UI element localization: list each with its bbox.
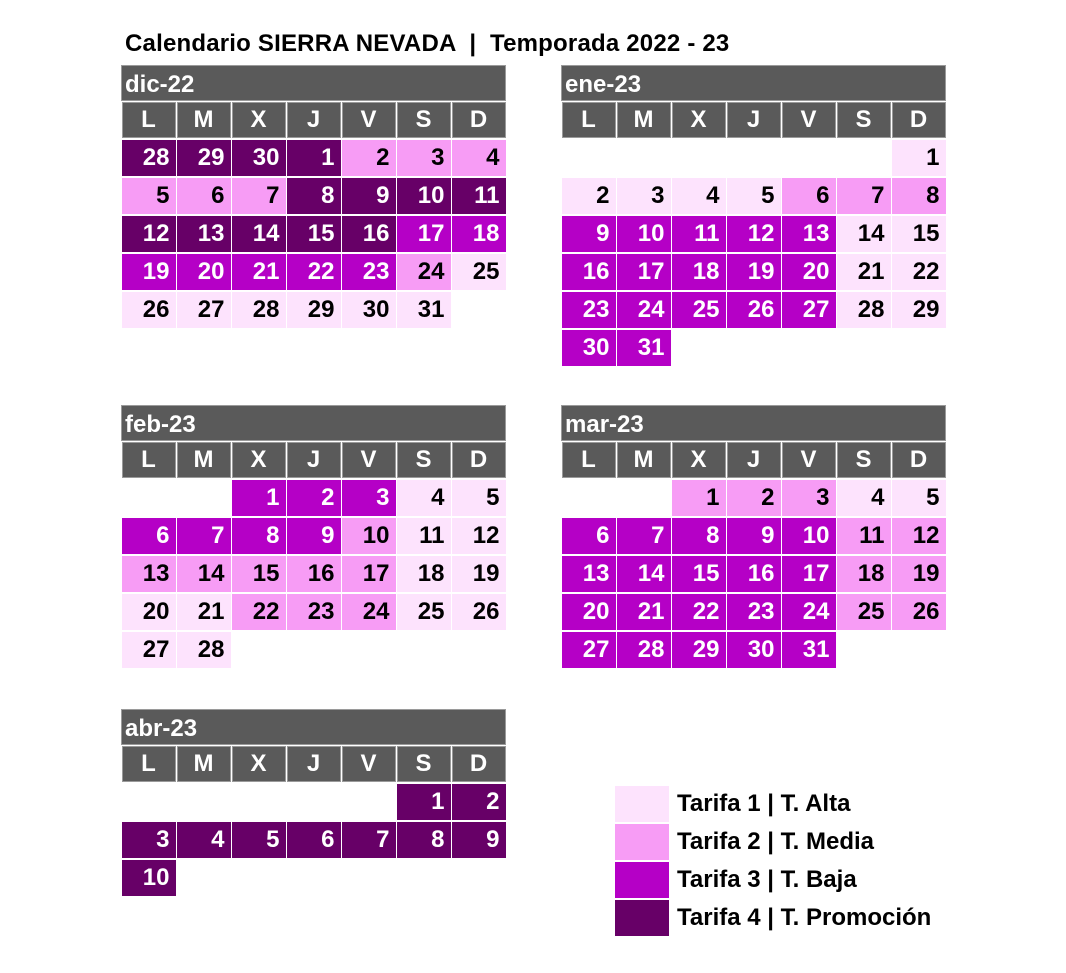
legend-item — [615, 823, 931, 861]
day-cell: 4 — [452, 140, 506, 176]
legend-swatch — [615, 900, 669, 936]
week-row — [121, 555, 506, 593]
weekday-label: D — [452, 102, 506, 138]
day-cell: 2 — [727, 480, 781, 516]
day-cell: 22 — [287, 254, 341, 290]
day-cell: 1 — [397, 784, 451, 820]
empty-cell — [287, 784, 341, 820]
day-cell: 2 — [287, 480, 341, 516]
week-row — [561, 291, 946, 329]
day-cell: 6 — [287, 822, 341, 858]
day-cell: 31 — [782, 632, 836, 668]
empty-cell — [122, 784, 176, 820]
empty-cell — [727, 330, 781, 366]
day-cell: 22 — [892, 254, 946, 290]
day-cell: 4 — [837, 480, 891, 516]
day-cell: 26 — [892, 594, 946, 630]
empty-cell — [232, 860, 286, 896]
day-cell: 31 — [397, 292, 451, 328]
day-cell: 14 — [177, 556, 231, 592]
weekday-label: M — [177, 746, 231, 782]
day-cell: 7 — [617, 518, 671, 554]
day-cell: 11 — [452, 178, 506, 214]
day-cell: 9 — [562, 216, 616, 252]
day-cell: 5 — [452, 480, 506, 516]
month-calendar-feb-23 — [121, 405, 506, 669]
month-calendar-abr-23 — [121, 709, 506, 897]
day-cell: 18 — [452, 216, 506, 252]
day-cell: 20 — [122, 594, 176, 630]
day-cell: 19 — [452, 556, 506, 592]
empty-cell — [397, 632, 451, 668]
week-row — [121, 517, 506, 555]
day-cell: 30 — [232, 140, 286, 176]
weekday-label: M — [177, 442, 231, 478]
day-cell: 8 — [287, 178, 341, 214]
week-row — [561, 329, 946, 367]
day-cell: 10 — [342, 518, 396, 554]
week-row — [561, 555, 946, 593]
weekday-label: S — [397, 746, 451, 782]
weekday-label: D — [892, 102, 946, 138]
day-cell: 25 — [837, 594, 891, 630]
day-cell: 17 — [397, 216, 451, 252]
weekday-label: D — [452, 442, 506, 478]
day-cell: 4 — [397, 480, 451, 516]
day-cell: 1 — [232, 480, 286, 516]
day-cell: 27 — [562, 632, 616, 668]
day-cell: 20 — [782, 254, 836, 290]
empty-cell — [232, 632, 286, 668]
day-cell: 14 — [232, 216, 286, 252]
empty-cell — [177, 784, 231, 820]
day-cell: 26 — [727, 292, 781, 328]
day-cell: 23 — [727, 594, 781, 630]
legend-swatch — [615, 862, 669, 898]
day-cell: 11 — [672, 216, 726, 252]
month-header: dic-22 — [121, 65, 506, 101]
day-cell: 9 — [342, 178, 396, 214]
month-header: abr-23 — [121, 709, 506, 745]
weekday-label: J — [727, 442, 781, 478]
day-cell: 13 — [562, 556, 616, 592]
day-cell: 8 — [397, 822, 451, 858]
day-cell: 29 — [892, 292, 946, 328]
day-cell: 16 — [342, 216, 396, 252]
weekday-label: S — [837, 442, 891, 478]
day-cell: 24 — [397, 254, 451, 290]
week-row — [121, 859, 506, 897]
weekday-label: X — [232, 746, 286, 782]
empty-cell — [672, 140, 726, 176]
day-cell: 12 — [892, 518, 946, 554]
day-cell: 24 — [782, 594, 836, 630]
legend-swatch — [615, 786, 669, 822]
day-cell: 20 — [177, 254, 231, 290]
day-cell: 4 — [672, 178, 726, 214]
day-cell: 8 — [232, 518, 286, 554]
week-row — [561, 215, 946, 253]
empty-cell — [397, 860, 451, 896]
month-header: feb-23 — [121, 405, 506, 441]
week-row — [561, 253, 946, 291]
day-cell: 17 — [342, 556, 396, 592]
weekday-label: L — [562, 442, 616, 478]
weekday-label: V — [342, 746, 396, 782]
day-cell: 20 — [562, 594, 616, 630]
weekday-header-row — [561, 101, 946, 139]
day-cell: 14 — [837, 216, 891, 252]
day-cell: 13 — [177, 216, 231, 252]
day-cell: 24 — [617, 292, 671, 328]
legend-label: Tarifa 3 | T. Baja — [677, 866, 857, 893]
week-row — [121, 821, 506, 859]
legend-label: Tarifa 2 | T. Media — [677, 828, 874, 855]
day-cell: 15 — [672, 556, 726, 592]
day-cell: 18 — [837, 556, 891, 592]
page-title: Calendario SIERRA NEVADA | Temporada 2022 - 23 — [125, 30, 730, 57]
day-cell: 22 — [672, 594, 726, 630]
weekday-label: M — [177, 102, 231, 138]
day-cell: 28 — [837, 292, 891, 328]
day-cell: 7 — [177, 518, 231, 554]
tariff-legend — [615, 785, 931, 937]
day-cell: 7 — [232, 178, 286, 214]
weekday-label: S — [397, 442, 451, 478]
day-cell: 6 — [562, 518, 616, 554]
day-cell: 8 — [892, 178, 946, 214]
legend-swatch — [615, 824, 669, 860]
day-cell: 5 — [892, 480, 946, 516]
week-row — [561, 593, 946, 631]
weekday-label: V — [342, 442, 396, 478]
day-cell: 21 — [177, 594, 231, 630]
weekday-label: V — [782, 442, 836, 478]
day-cell: 6 — [122, 518, 176, 554]
day-cell: 4 — [177, 822, 231, 858]
weekday-label: L — [122, 102, 176, 138]
week-row — [561, 139, 946, 177]
day-cell: 22 — [232, 594, 286, 630]
empty-cell — [177, 860, 231, 896]
day-cell: 29 — [287, 292, 341, 328]
week-row — [121, 631, 506, 669]
day-cell: 28 — [177, 632, 231, 668]
day-cell: 27 — [177, 292, 231, 328]
day-cell: 9 — [452, 822, 506, 858]
empty-cell — [562, 480, 616, 516]
day-cell: 8 — [672, 518, 726, 554]
day-cell: 23 — [342, 254, 396, 290]
empty-cell — [782, 330, 836, 366]
day-cell: 16 — [562, 254, 616, 290]
day-cell: 13 — [782, 216, 836, 252]
legend-label: Tarifa 1 | T. Alta — [677, 790, 851, 817]
day-cell: 9 — [287, 518, 341, 554]
day-cell: 7 — [342, 822, 396, 858]
day-cell: 16 — [727, 556, 781, 592]
week-row — [561, 479, 946, 517]
weekday-label: V — [342, 102, 396, 138]
day-cell: 5 — [727, 178, 781, 214]
day-cell: 3 — [122, 822, 176, 858]
empty-cell — [562, 140, 616, 176]
week-row — [121, 177, 506, 215]
day-cell: 12 — [727, 216, 781, 252]
day-cell: 21 — [232, 254, 286, 290]
day-cell: 3 — [782, 480, 836, 516]
empty-cell — [287, 632, 341, 668]
legend-item — [615, 899, 931, 937]
empty-cell — [452, 860, 506, 896]
day-cell: 16 — [287, 556, 341, 592]
day-cell: 23 — [562, 292, 616, 328]
day-cell: 29 — [672, 632, 726, 668]
day-cell: 25 — [672, 292, 726, 328]
empty-cell — [342, 860, 396, 896]
week-row — [121, 139, 506, 177]
day-cell: 12 — [122, 216, 176, 252]
day-cell: 26 — [122, 292, 176, 328]
day-cell: 19 — [122, 254, 176, 290]
empty-cell — [837, 140, 891, 176]
day-cell: 7 — [837, 178, 891, 214]
day-cell: 1 — [892, 140, 946, 176]
month-header: mar-23 — [561, 405, 946, 441]
day-cell: 28 — [122, 140, 176, 176]
day-cell: 2 — [342, 140, 396, 176]
empty-cell — [232, 784, 286, 820]
empty-cell — [177, 480, 231, 516]
day-cell: 27 — [782, 292, 836, 328]
week-row — [121, 479, 506, 517]
day-cell: 5 — [122, 178, 176, 214]
day-cell: 29 — [177, 140, 231, 176]
day-cell: 10 — [617, 216, 671, 252]
day-cell: 19 — [727, 254, 781, 290]
day-cell: 25 — [397, 594, 451, 630]
weekday-header-row — [121, 441, 506, 479]
month-header: ene-23 — [561, 65, 946, 101]
empty-cell — [672, 330, 726, 366]
weekday-label: J — [287, 442, 341, 478]
weekday-label: L — [562, 102, 616, 138]
day-cell: 31 — [617, 330, 671, 366]
weekday-header-row — [121, 745, 506, 783]
day-cell: 15 — [287, 216, 341, 252]
day-cell: 1 — [672, 480, 726, 516]
weekday-label: D — [452, 746, 506, 782]
empty-cell — [837, 330, 891, 366]
weekday-label: D — [892, 442, 946, 478]
month-calendar-ene-23 — [561, 65, 946, 367]
week-row — [121, 215, 506, 253]
day-cell: 3 — [617, 178, 671, 214]
day-cell: 17 — [782, 556, 836, 592]
day-cell: 13 — [122, 556, 176, 592]
legend-item — [615, 785, 931, 823]
day-cell: 11 — [397, 518, 451, 554]
day-cell: 21 — [617, 594, 671, 630]
day-cell: 10 — [782, 518, 836, 554]
day-cell: 25 — [452, 254, 506, 290]
day-cell: 10 — [122, 860, 176, 896]
day-cell: 12 — [452, 518, 506, 554]
empty-cell — [122, 480, 176, 516]
weekday-label: X — [232, 442, 286, 478]
day-cell: 28 — [232, 292, 286, 328]
weekday-header-row — [121, 101, 506, 139]
empty-cell — [452, 632, 506, 668]
week-row — [121, 783, 506, 821]
weekday-label: J — [287, 746, 341, 782]
day-cell: 11 — [837, 518, 891, 554]
day-cell: 15 — [232, 556, 286, 592]
empty-cell — [342, 632, 396, 668]
weekday-label: S — [837, 102, 891, 138]
week-row — [561, 631, 946, 669]
week-row — [121, 593, 506, 631]
weekday-label: J — [727, 102, 781, 138]
day-cell: 28 — [617, 632, 671, 668]
day-cell: 30 — [342, 292, 396, 328]
day-cell: 30 — [562, 330, 616, 366]
weekday-label: X — [232, 102, 286, 138]
weekday-label: S — [397, 102, 451, 138]
day-cell: 15 — [892, 216, 946, 252]
empty-cell — [727, 140, 781, 176]
week-row — [121, 291, 506, 329]
day-cell: 2 — [452, 784, 506, 820]
weekday-label: M — [617, 442, 671, 478]
empty-cell — [782, 140, 836, 176]
empty-cell — [837, 632, 891, 668]
week-row — [561, 517, 946, 555]
day-cell: 18 — [397, 556, 451, 592]
month-calendar-dic-22 — [121, 65, 506, 329]
day-cell: 10 — [397, 178, 451, 214]
day-cell: 17 — [617, 254, 671, 290]
day-cell: 27 — [122, 632, 176, 668]
weekday-label: L — [122, 442, 176, 478]
legend-item — [615, 861, 931, 899]
week-row — [561, 177, 946, 215]
weekday-label: L — [122, 746, 176, 782]
empty-cell — [452, 292, 506, 328]
day-cell: 3 — [342, 480, 396, 516]
day-cell: 19 — [892, 556, 946, 592]
empty-cell — [617, 140, 671, 176]
day-cell: 23 — [287, 594, 341, 630]
legend-label: Tarifa 4 | T. Promoción — [677, 904, 932, 931]
weekday-header-row — [561, 441, 946, 479]
empty-cell — [287, 860, 341, 896]
day-cell: 24 — [342, 594, 396, 630]
weekday-label: J — [287, 102, 341, 138]
day-cell: 14 — [617, 556, 671, 592]
day-cell: 1 — [287, 140, 341, 176]
day-cell: 26 — [452, 594, 506, 630]
day-cell: 3 — [397, 140, 451, 176]
empty-cell — [617, 480, 671, 516]
day-cell: 6 — [177, 178, 231, 214]
day-cell: 9 — [727, 518, 781, 554]
empty-cell — [342, 784, 396, 820]
weekday-label: X — [672, 442, 726, 478]
day-cell: 30 — [727, 632, 781, 668]
empty-cell — [892, 632, 946, 668]
day-cell: 5 — [232, 822, 286, 858]
day-cell: 2 — [562, 178, 616, 214]
weekday-label: X — [672, 102, 726, 138]
month-calendar-mar-23 — [561, 405, 946, 669]
week-row — [121, 253, 506, 291]
weekday-label: V — [782, 102, 836, 138]
empty-cell — [892, 330, 946, 366]
day-cell: 21 — [837, 254, 891, 290]
day-cell: 6 — [782, 178, 836, 214]
day-cell: 18 — [672, 254, 726, 290]
weekday-label: M — [617, 102, 671, 138]
